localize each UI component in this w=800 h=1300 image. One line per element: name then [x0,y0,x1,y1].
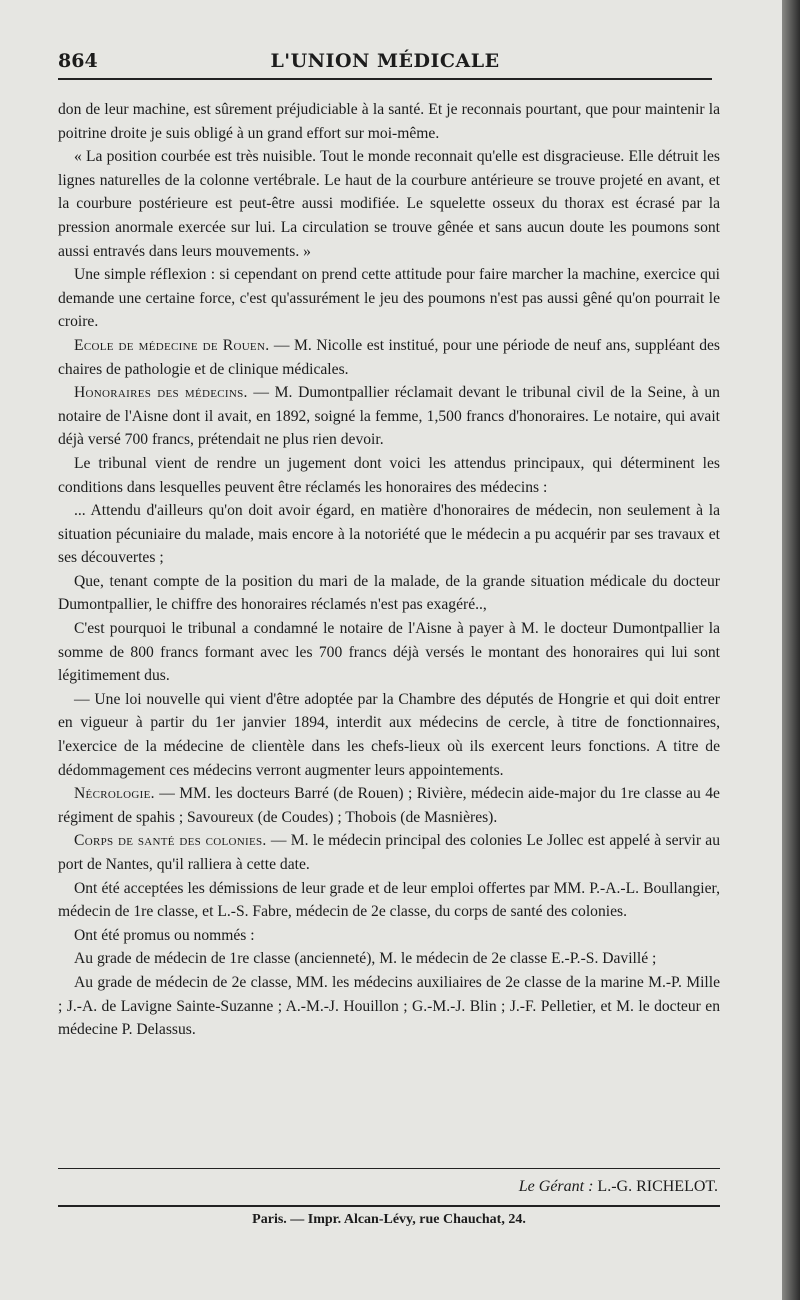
paragraph: Au grade de médecin de 2e classe, MM. les médecins auxiliaires de 2e classe de la marine M.-P. Mille ; J.-A. de Lavigne Sainte-Suzanne ; A.-M.-J. Houillon ; G.-M.-J. Blin ; J.-F. Pelletier, et M. le docteur en médecine P. Delassus. [58,973,720,1039]
paragraph: don de leur machine, est sûrement préjudiciable à la santé. Et je reconnais pourtant, que pour maintenir la poitrine droite je suis obligé à un grand effort sur moi-même. [58,101,720,142]
paragraph: Ont été acceptées les démissions de leur grade et de leur emploi offertes par MM. P.-A.-L. Boullangier, médecin de 1re classe, et L.-S. Fabre, médecin de 2e classe, du corps de santé des colonies. [58,879,720,921]
paragraph: Ont été promus ou nommés : [74,926,255,944]
paragraph: — Une loi nouvelle qui vient d'être adoptée par la Chambre des députés de Hongrie et qui doit entrer en vigueur à partir du 1er janvier 1894, interdit aux médecins de cercle, à titre de fonctionnaires, l'exercice de la médecine de clientèle dans les chefs-lieux où ils exercent leurs fonctions. A titre de dédommagement ces médecins verront augmenter leurs appointements. [58,690,720,779]
paragraph: « La position courbée est très nuisible. Tout le monde reconnait qu'elle est disgracieuse. Elle détruit les lignes naturelles de la colonne vertébrale. Le haut de la courbure antérieure se trouve projeté en avant, et la courbure postérieure est peut-être aussi modifiée. Le squelette osseux du thorax est écrasé par la pression anormale exercée sur lui. La circulation se trouve gênée et sans aucun doute les poumons sont aussi entravés dans leurs mouvements. » [58,148,720,260]
header-rule [58,78,712,80]
paragraph: Une simple réflexion : si cependant on prend cette attitude pour faire marcher la machine, exercice qui demande une certaine force, c'est qu'assurément le jeu des poumons n'est pas aussi gêné qu'on pourrait le croire. [58,266,720,331]
printer-imprint: Paris. — Impr. Alcan-Lévy, rue Chauchat, 24. [252,1212,526,1227]
section-heading: Honoraires des médecins. [74,384,248,402]
section-heading: Ecole de médecine de Rouen. [74,336,270,354]
footer-rule [58,1168,720,1169]
gerant-line [58,1178,718,1196]
article-body [58,98,720,1042]
paragraph: ... Attendu d'ailleurs qu'on doit avoir égard, en matière d'honoraires de médecin, non seulement à la situation pécuniaire du malade, mais encore à la notoriété que le médecin a pu acquérir par ses travaux et ses découvertes ; [58,502,720,567]
news-item-rouen: Ecole de médecine de Rouen. — M. Nicolle est institué, pour une période de neuf ans, suppléant des chaires de pathologie et de clinique médicales. [58,336,720,378]
section-heading: Nécrologie. [74,785,155,803]
news-item-honoraires: Honoraires des médecins. — M. Dumontpallier réclamait devant le tribunal civil de la Seine, à un notaire de l'Aisne dont il avait, en 1892, soigné la femme, 1,500 francs d'honoraires. Le notaire, qui avait déjà versé 700 francs, prétendait ne plus rien devoir. [58,384,720,449]
gerant-name: L.-G. RICHELOT. [597,1178,718,1195]
news-item-necrologie: Nécrologie. — MM. les docteurs Barré (de Rouen) ; Rivière, médecin aide-major du 1re classe au 4e régiment de spahis ; Savoureux (de Coudes) ; Thobois (de Masnières). [58,785,720,826]
paragraph: Au grade de médecin de 1re classe (ancienneté), M. le médecin de 2e classe E.-P.-S. Davillé ; [74,950,657,968]
page-number: 864 [58,50,98,72]
journal-title: L'UNION MÉDICALE [270,50,500,72]
news-item-colonies: Corps de santé des colonies. — M. le médecin principal des colonies Le Jollec est appelé à servir au port de Nantes, qu'il ralliera à cette date. [58,832,721,873]
paragraph: Le tribunal vient de rendre un jugement dont voici les attendus principaux, qui déterminent les conditions dans lesquelles peuvent être réclamés les honoraires des médecins : [58,454,720,496]
printer-rule [58,1205,720,1207]
gerant-label: Le Gérant : [518,1178,594,1195]
page-header [58,50,712,74]
paragraph: Que, tenant compte de la position du mari de la malade, de la grande situation médicale du docteur Dumontpallier, le chiffre des honoraires réclamés n'est pas exagéré.., [58,572,720,614]
page-edge-shadow [782,0,800,1300]
section-heading: Corps de santé des colonies. [74,832,267,850]
paragraph: C'est pourquoi le tribunal a condamné le notaire de l'Aisne à payer à M. le docteur Dumontpallier la somme de 800 francs formant avec les 700 francs déjà versés le montant des honoraires qui lui sont légitimement dus. [58,620,720,685]
